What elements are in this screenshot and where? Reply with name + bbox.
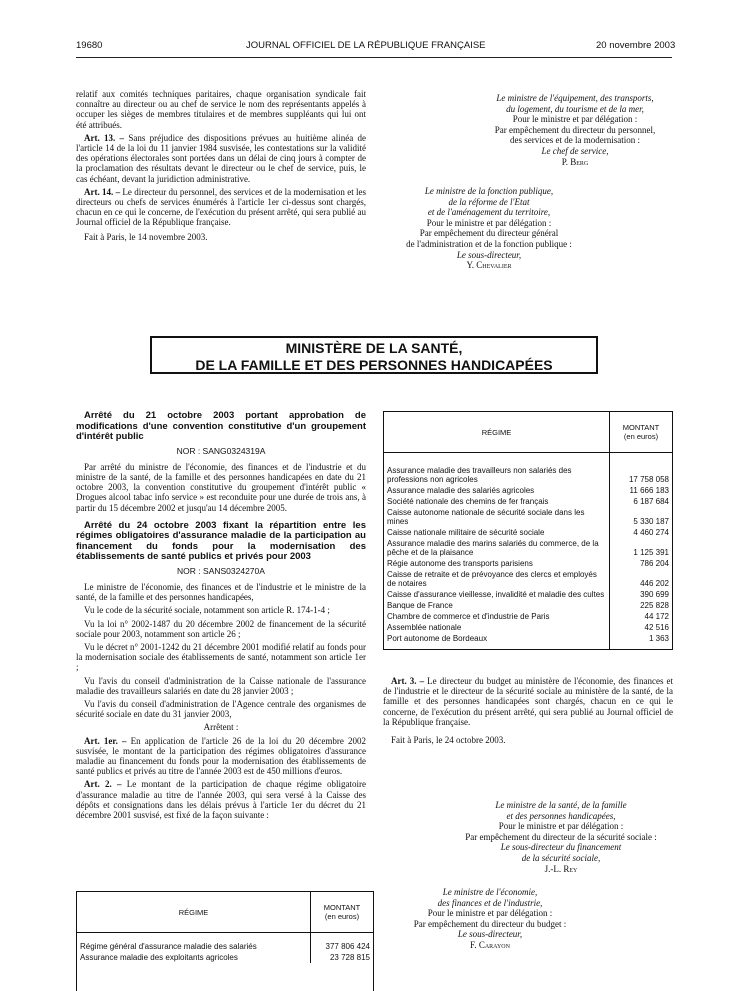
regime-cell: Régime général d'assurance maladie des salariés	[80, 942, 257, 951]
column-header-regime: RÉGIME	[384, 412, 610, 453]
table-row	[384, 507, 672, 527]
article-1	[76, 736, 366, 777]
regime-cell: Assurance maladie des marins salariés du commerce, de la pêche et de la plaisance	[387, 539, 599, 557]
sig-line: Le ministre de la santé, de la famille	[495, 800, 627, 810]
article-label: Art. 13. –	[84, 132, 125, 143]
fait-line: Fait à Paris, le 24 octobre 2003.	[391, 735, 506, 746]
bottom-right-column	[383, 676, 673, 748]
paragraph: relatif aux comités techniques paritaires, chaque organisation syndicale fait connaître au directeur ou au chef de service le nom des représentants appelés à occuper les sièges de membres titulaires et de membres suppléants qui lui ont été attribués.	[76, 89, 366, 130]
banner-line-1: MINISTÈRE DE LA SANTÉ,	[285, 340, 463, 356]
visa-paragraph: Vu le code de la sécurité sociale, notamment son article R. 174-1-4 ;	[84, 605, 330, 616]
sig-line: et de l'aménagement du territoire,	[427, 207, 551, 218]
sig-line: Le ministre de l'équipement, des transports,	[496, 93, 654, 103]
signature-block-fonction-publique	[382, 186, 596, 271]
regime-cell: Chambre de commerce et d'industrie de Paris	[387, 612, 550, 621]
table-row	[384, 527, 672, 538]
sig-name: J.-L. Rey	[544, 863, 578, 874]
regime-cell: Caisse de retraite et de prévoyance des clercs et employés de notaires	[387, 570, 597, 588]
nor-reference: NOR : SANS0324270A	[177, 565, 265, 576]
sig-line: Le ministre de l'économie,	[442, 887, 538, 897]
regime-cell: Caisse nationale militaire de sécurité sociale	[387, 528, 545, 537]
sig-name: Y. Chevalier	[466, 260, 512, 271]
table-row	[384, 600, 672, 611]
sig-line: Pour le ministre et par délégation :	[427, 908, 553, 919]
regime-table-right	[383, 411, 673, 650]
ministry-banner	[150, 336, 598, 374]
montant-cell: 446 202	[610, 569, 673, 589]
regime-table-left	[76, 891, 374, 991]
montant-cell: 1 125 391	[610, 538, 673, 558]
regime-cell: Assurance maladie des salariés agricoles	[387, 486, 535, 495]
table-row	[384, 589, 672, 600]
article-text: En application de l'article 26 de la loi du 20 décembre 2002 susvisée, le montant de la participation des régimes obligatoires d'assurance maladie au financement du fonds pour la modernisation des établissements de santé publics et privés au titre de l'année 2003 est de 450 millions d'euros.	[76, 735, 366, 777]
column-header-montant: MONTANT (en euros)	[610, 412, 673, 453]
table-row	[384, 465, 672, 485]
sig-name: P. Berg	[561, 156, 589, 167]
table-row	[384, 622, 672, 633]
sig-line: de l'administration et de la fonction publique :	[406, 238, 572, 249]
top-left-column	[76, 89, 366, 245]
table-header-row	[384, 412, 672, 453]
table-row	[384, 496, 672, 507]
page-number: 19680	[76, 40, 103, 51]
sig-line: Par empêchement du directeur du budget :	[413, 918, 567, 929]
sig-line: et des personnes handicapées,	[506, 810, 616, 821]
montant-cell: 11 666 183	[610, 485, 673, 496]
table-row	[384, 538, 672, 558]
sig-line: Pour le ministre et par délégation :	[512, 114, 638, 125]
article-label: Art. 3. –	[391, 676, 425, 686]
regime-cell: Régie autonome des transports parisiens	[387, 559, 533, 568]
regime-cell: Port autonome de Bordeaux	[387, 634, 488, 643]
table-row	[384, 569, 672, 589]
journal-title: JOURNAL OFFICIEL DE LA RÉPUBLIQUE FRANÇAISE	[246, 40, 486, 51]
article-label: Art. 14. –	[84, 186, 121, 197]
sig-line: Par empêchement du directeur général	[419, 228, 559, 239]
montant-cell: 4 460 274	[610, 527, 673, 538]
sig-name: F. Carayon	[470, 939, 510, 950]
montant-cell: 5 330 187	[610, 507, 673, 527]
arrete-title: Arrêté du 24 octobre 2003 fixant la répartition entre les régimes obligatoires d'assurance maladie de la participation au financement du fonds pour la modernisation des établissements de santé publics et privés pour 2003	[76, 519, 366, 563]
sig-line: Le sous-directeur,	[456, 249, 522, 260]
montant-cell: 1 363	[610, 633, 673, 649]
montant-cell: 6 187 684	[610, 496, 673, 507]
sig-line: Pour le ministre et par délégation :	[426, 217, 552, 228]
table-row	[77, 952, 373, 963]
article-text: Le montant de la participation de chaque régime obligatoire d'assurance maladie au titre de l'année 2003, qui sera versé à la Caisse des dépôts et consignations dans les délais prévus à l'article 1er du décret du 21 décembre 2001 susvisé, est fixé de la façon suivante :	[76, 779, 366, 820]
column-header-regime: RÉGIME	[77, 892, 311, 933]
fait-line: Fait à Paris, le 14 novembre 2003.	[84, 231, 208, 242]
montant-cell: 390 699	[610, 589, 673, 600]
regime-cell: Assurance maladie des travailleurs non salariés des professions non agricoles	[387, 466, 572, 484]
article-14	[76, 187, 366, 228]
table-spacer-row	[384, 453, 672, 466]
bottom-left-column	[76, 411, 366, 823]
visa-paragraph: Vu la loi n° 2002-1487 du 20 décembre 2002 de financement de la sécurité sociale pour 2003, notamment son article 26 ;	[76, 618, 366, 639]
table-spacer-row	[77, 933, 373, 942]
regime-cell: Société nationale des chemins de fer français	[387, 497, 549, 506]
column-header-montant: MONTANT (en euros)	[311, 892, 374, 933]
article-text: Le directeur du personnel, des services et de la modernisation et les directeurs ou chefs de services énumérés à l'article 1er ci-dessus sont chargés, chacun en ce qui le concerne, de l'exécution du présent arrêté, qui sera publié au Journal officiel de la République française.	[76, 186, 366, 228]
sig-line: de la sécurité sociale,	[521, 852, 601, 863]
montant-cell: 786 204	[610, 558, 673, 569]
visa-paragraph: Vu l'avis du conseil d'administration de l'Agence centrale des organismes de sécurité sociale en date du 31 janvier 2003,	[76, 698, 366, 720]
regime-cell: Banque de France	[387, 601, 453, 610]
article-2	[76, 779, 366, 820]
banner-line-2: DE LA FAMILLE ET DES PERSONNES HANDICAPÉES	[195, 357, 553, 373]
table-row	[384, 558, 672, 569]
signature-block-sante	[436, 800, 686, 874]
signature-block-equipement	[468, 93, 682, 167]
regime-cell: Caisse d'assurance vieillesse, invalidité et maladie des cultes	[387, 590, 605, 599]
sig-line: Le ministre de la fonction publique,	[424, 186, 554, 196]
montant-cell: 377 806 424	[311, 941, 374, 952]
montant-cell: 225 828	[610, 600, 673, 611]
article-label: Art. 1er. –	[84, 735, 127, 746]
regime-cell: Assemblée nationale	[387, 623, 462, 632]
signature-block-economie	[380, 887, 600, 951]
table-row	[77, 941, 373, 952]
sig-line: Le sous-directeur du financement	[500, 842, 622, 853]
sig-line: Le sous-directeur,	[457, 929, 523, 940]
issue-date: 20 novembre 2003	[596, 40, 676, 51]
arrete-body: Par arrêté du ministre de l'économie, des finances et de l'industrie et du ministre de la santé, de la famille et des personnes handicapées en date du 21 octobre 2003, la convention constitutive du groupement d'intérêt public « Drogues alcool tabac info service » est reconduite pour une durée de trois ans, à partir du 15 décembre 2002 et jusqu'au 14 décembre 2005.	[76, 461, 366, 513]
table-header-row	[77, 892, 373, 933]
nor-reference: NOR : SANG0324319A	[176, 445, 266, 456]
arretent: Arrêtent :	[203, 722, 239, 733]
montant-cell: 23 728 815	[311, 952, 374, 963]
visa-paragraph: Vu le décret n° 2001-1242 du 21 décembre 2001 modifié relatif au fonds pour la modernisation sociale des établissements de santé, notamment son article 1er ;	[76, 641, 366, 673]
sig-line: du logement, du tourisme et de la mer,	[506, 103, 644, 114]
visa-paragraph: Le ministre de l'économie, des finances et de l'industrie et le ministre de la santé, de la famille et des personnes handicapées,	[76, 581, 366, 603]
visa-paragraph: Vu l'avis du conseil d'administration de la Caisse nationale de l'assurance maladie des travailleurs salariés en date du 28 janvier 2003 ;	[76, 675, 366, 696]
sig-line: Pour le ministre et par délégation :	[498, 821, 624, 832]
header-rule	[76, 57, 672, 58]
regime-cell: Assurance maladie des exploitants agricoles	[80, 953, 238, 962]
sig-line: des finances et de l'industrie,	[437, 897, 543, 908]
sig-line: Par empêchement du directeur de la sécurité sociale :	[465, 831, 657, 842]
article-text: Sans préjudice des dispositions prévues au huitième alinéa de l'article 14 de la loi du 11 janvier 1984 susvisée, les contestations sur la validité des opérations électorales sont portées dans un délai de cinq jours à compter de la proclamation des résultats devant le directeur ou le chef de service, puis, le cas échéant, devant la juridiction administrative.	[76, 132, 366, 184]
table-row	[384, 611, 672, 622]
montant-cell: 17 758 058	[610, 465, 673, 485]
sig-line: Le chef de service,	[541, 145, 609, 156]
sig-line: de la réforme de l'Etat	[448, 196, 530, 207]
article-13	[76, 133, 366, 184]
arrete-title: Arrêté du 21 octobre 2003 portant approbation de modifications d'une convention constitutive d'un groupement d'intérêt public	[76, 410, 366, 442]
article-text: Le directeur du budget au ministère de l'économie, des finances et de l'industrie et le directeur de la sécurité sociale au ministère de la santé, de la famille et des personnes handicapées sont chargés, chacun en ce qui le concerne, de l'exécution du présent arrêté, qui sera publié au Journal officiel de la République française.	[383, 676, 673, 727]
sig-line: des services et de la modernisation :	[510, 135, 640, 146]
article-label: Art. 2. –	[84, 779, 122, 790]
montant-cell: 42 516	[610, 622, 673, 633]
table-row	[384, 485, 672, 496]
sig-line: Par empêchement du directeur du personnel,	[494, 124, 656, 135]
regime-cell: Caisse autonome nationale de sécurité sociale dans les mines	[387, 508, 585, 526]
article-3	[383, 676, 673, 727]
montant-cell: 44 172	[610, 611, 673, 622]
table-row	[384, 633, 672, 649]
